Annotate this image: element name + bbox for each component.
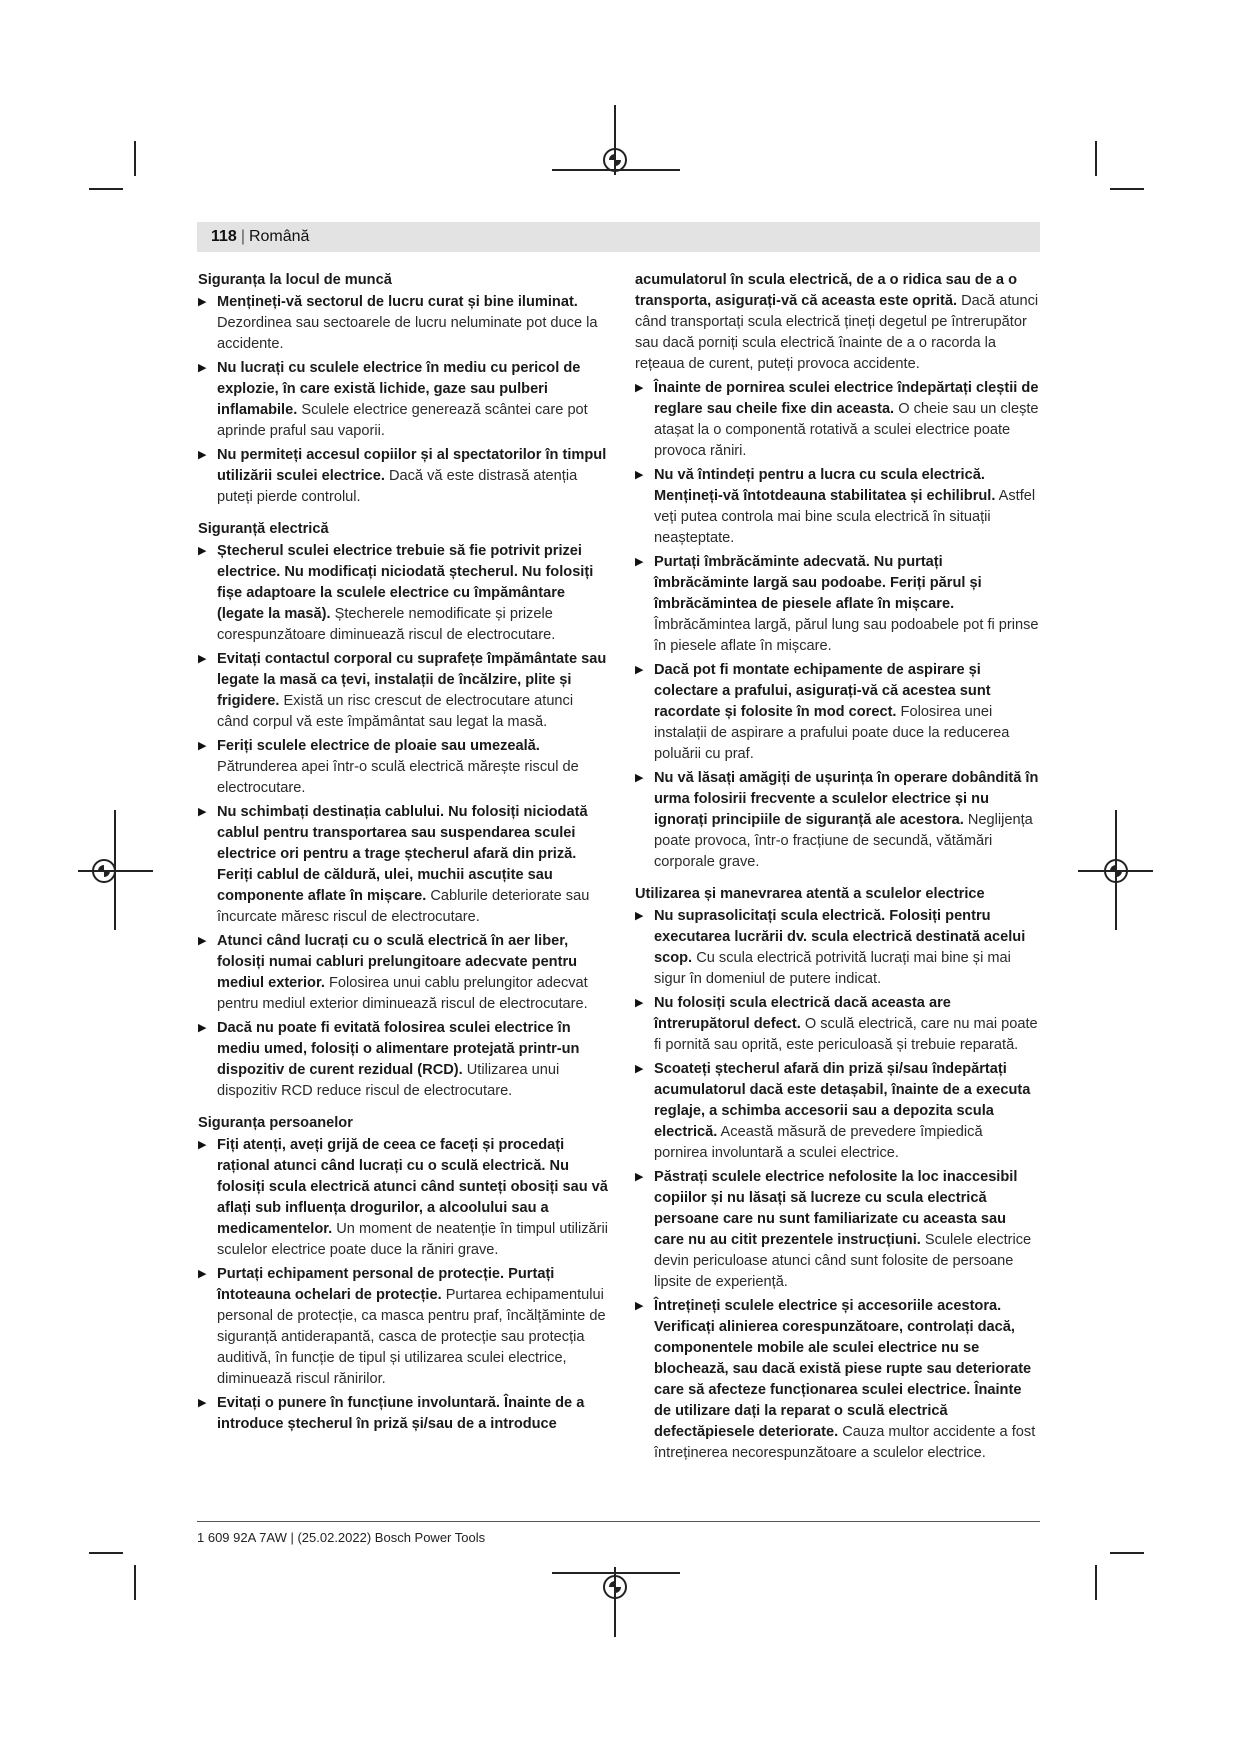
item-bold-text: Mențineți-vă sectorul de lucru curat și bine iluminat. — [217, 294, 578, 310]
crop-mark — [134, 1565, 136, 1600]
item-text: O cheie sau un clește atașat la o componentă rotativă a sculei electrice poate provoca răniri. — [654, 401, 1039, 459]
list-item — [198, 541, 608, 646]
page-header — [197, 222, 1040, 252]
item-text: Folosirea unui cablu prelungitor adecvat pentru mediul exterior diminuează riscul de electrocutare. — [217, 975, 588, 1012]
item-bold-text: Nu permiteți accesul copiilor și al spectatorilor în timpul utilizării sculei electrice. — [217, 447, 607, 484]
crop-mark — [134, 141, 136, 176]
item-bold-text: Fiți atenți, aveți grijă de ceea ce faceți și procedați rațional atunci când lucrați cu o sculă electrică. Nu folosiți scula electrică atunci când sunteți obosiți sau vă aflați sub influența drogurilor, a alcoolului sau a medicamentelor. — [217, 1137, 608, 1237]
item-text: Cauza multor accidente a fost întreținerea necorespunzătoare a sculelor electrice. — [654, 1424, 1036, 1461]
item-bold-text: Nu folosiți scula electrică dacă aceasta are întrerupătorul defect. — [654, 995, 951, 1032]
item-text: Utilizarea unui dispozitiv RCD reduce riscul de electrocutare. — [217, 1062, 560, 1099]
item-text: Folosirea unei instalații de aspirare a prafului poate duce la reducerea poluării cu praf. — [654, 704, 1010, 762]
item-bold-text: Nu vă lăsați amăgiți de ușurința în operare dobândită în urma folosirii frecvente a sculelor electrice și nu ignorați principiile de siguranță ale acestora. — [654, 770, 1039, 828]
registration-mark-icon — [603, 1575, 627, 1599]
list-item — [198, 649, 608, 733]
list-item — [198, 736, 608, 799]
item-text: O sculă electrică, care nu mai poate fi pornită sau oprită, este periculoasă și trebuie reparată. — [654, 1016, 1038, 1053]
list-item — [635, 378, 1040, 462]
item-bold-text: Dacă pot fi montate echipamente de aspirare și colectare a prafului, asigurați-vă că acestea sunt racordate și folosite în mod corect. — [654, 662, 991, 720]
list-item — [198, 1264, 608, 1390]
list-item — [635, 993, 1040, 1056]
list-item — [635, 660, 1040, 765]
item-bold-text: Purtați îmbrăcăminte adecvată. Nu purtați îmbrăcăminte largă sau podoabe. Feriți părul și îmbrăcămintea de piesele aflate în mișcare. — [654, 554, 982, 612]
list-item — [198, 1018, 608, 1102]
item-text: Îmbrăcămintea largă, părul lung sau podoabele pot fi prinse în piesele aflate în mișcare. — [654, 617, 1039, 654]
item-text: Pătrunderea apei într-o sculă electrică mărește riscul de electrocutare. — [217, 759, 579, 796]
list-item-continuation — [635, 270, 1040, 375]
item-text: Dezordinea sau sectoarele de lucru neluminate pot duce la accidente. — [217, 315, 598, 352]
list-item — [198, 1393, 608, 1435]
page-footer: 1 609 92A 7AW | (25.02.2022) Bosch Power Tools — [197, 1530, 486, 1545]
item-text: Există un risc crescut de electrocutare atunci când corpul vă este împământat sau legat la masă. — [217, 693, 574, 730]
item-bold-text: Nu lucrați cu sculele electrice în mediu cu pericol de explozie, în care există lichide, gaze sau pulberi inflamabile. — [217, 360, 581, 418]
item-text: Neglijența poate provoca, într-o fracțiune de secundă, vătămări corporale grave. — [654, 812, 1033, 870]
registration-mark-icon — [92, 859, 116, 883]
right-column — [635, 270, 1040, 1467]
item-text: Dacă vă este distrasă atenția puteți pierde controlul. — [217, 468, 578, 505]
crop-mark — [552, 1572, 680, 1574]
left-column — [198, 270, 608, 1438]
section-title: Utilizarea și manevrarea atentă a sculelor electrice — [635, 886, 985, 902]
list-item — [198, 358, 608, 442]
section-title: Siguranța persoanelor — [198, 1115, 353, 1131]
item-bold-text: Nu suprasolicitați scula electrică. Folosiți pentru executarea lucrării dv. scula electrică destinată acelui scop. — [654, 908, 1026, 966]
registration-mark-icon — [1104, 859, 1128, 883]
list-item — [635, 1296, 1040, 1464]
item-text: Un moment de neatenție în timpul utilizării sculelor electrice poate duce la răniri grave. — [217, 1221, 608, 1258]
crop-mark — [1095, 1565, 1097, 1600]
item-bold-text: Scoateți ștecherul afară din priză și/sau îndepărtați acumulatorul dacă este detașabil, înainte de a executa reglaje, a schimba accesorii sau a depozita scula electrică. — [654, 1061, 1031, 1140]
item-text: Această măsură de prevedere împiedică pornirea involuntară a sculei electrice. — [654, 1124, 983, 1161]
list-item — [198, 931, 608, 1015]
item-bold-text: acumulatorul în scula electrică, de a o ridica sau de a o transporta, asigurați-vă că aceasta este oprită. — [635, 272, 1018, 309]
item-bold-text: Întrețineți sculele electrice și accesoriile acestora. Verificați alinierea corespunzătoare, controlați dacă, componentele mobile ale sculei electrice nu se blochează, sau dacă există piese rupte sau deteriorate care să afecteze funcționarea sculei electrice. Înainte de utilizare dați la reparat o sculă electrică defectăpiesele deteriorate. — [654, 1298, 1032, 1440]
item-text: Cu scula electrică potrivită lucrați mai bine și mai sigur în domeniul de putere indicat. — [654, 950, 1011, 987]
item-bold-text: Păstrați sculele electrice nefolosite la loc inaccesibil copiilor și nu lăsați să lucreze cu scula electrică persoane care nu sunt familiarizate cu aceasta sau care nu au citit prezentele instrucțiuni. — [654, 1169, 1018, 1248]
item-bold-text: Nu vă întindeți pentru a lucra cu scula electrică. Mențineți-vă întotdeauna stabilitatea și echilibrul. — [654, 467, 996, 504]
header-language: Română — [248, 228, 310, 245]
item-bold-text: Evitați o punere în funcțiune involuntară. Înainte de a introduce ștecherul în priză și/sau de a introduce — [217, 1395, 585, 1432]
page-number: 118 — [211, 228, 237, 245]
item-text: Purtarea echipamentului personal de protecție, ca masca pentru praf, încălțăminte de siguranță antiderapantă, casca de protecție sau protecția auditivă, în funcție de tipul și utilizarea sculei electrice, diminuează riscul rănirilor. — [217, 1287, 606, 1387]
item-bold-text: Ștecherul sculei electrice trebuie să fie potrivit prizei electrice. Nu modificați niciodată ștecherul. Nu folosiți fișe adaptoare la sculele electrice cu împământare (legate la masă). — [217, 543, 594, 622]
item-bold-text: Nu schimbați destinația cablului. Nu folosiți niciodată cablul pentru transportarea sau suspendarea sculei electrice ori pentru a trage ștecherul afară din priză. Feriți cablul de căldură, ulei, muchii ascuțite sau componente aflate în mișcare. — [217, 804, 588, 904]
item-bold-text: Feriți sculele electrice de ploaie sau umezeală. — [217, 738, 540, 754]
list-item — [635, 906, 1040, 990]
crop-mark — [1110, 188, 1144, 190]
item-bold-text: Înainte de pornirea sculei electrice îndepărtați cleștii de reglare sau cheile fixe din aceasta. — [654, 380, 1039, 417]
item-text: Cablurile deteriorate sau încurcate măresc riscul de electrocutare. — [217, 888, 590, 925]
list-item — [198, 1135, 608, 1261]
item-bold-text: Atunci când lucrați cu o sculă electrică în aer liber, folosiți numai cabluri prelungitoare adecvate pentru mediul exterior. — [217, 933, 578, 991]
item-text: Astfel veți putea controla mai bine scula electrică în situații neașteptate. — [654, 488, 1036, 546]
list-item — [198, 802, 608, 928]
registration-mark-icon — [603, 148, 627, 172]
item-text: Dacă atunci când transportați scula electrică țineți degetul pe întrerupător sau dacă porniți scula electrică înainte de a o racorda la rețeaua de curent, puteți provoca accidente. — [635, 293, 1039, 372]
crop-mark — [89, 1552, 123, 1554]
section-title: Siguranță electrică — [198, 521, 329, 537]
list-item — [635, 465, 1040, 549]
list-item — [635, 1059, 1040, 1164]
list-item — [635, 552, 1040, 657]
crop-mark — [1110, 1552, 1144, 1554]
list-item — [635, 768, 1040, 873]
header-separator: | — [240, 228, 245, 245]
item-bold-text: Dacă nu poate fi evitată folosirea sculei electrice în mediu umed, folosiți o alimentare protejată printr-un dispozitiv de curent rezidual (RCD). — [217, 1020, 580, 1078]
list-item — [198, 445, 608, 508]
section-title: Siguranța la locul de muncă — [198, 272, 392, 288]
item-bold-text: Evitați contactul corporal cu suprafețe împământate sau legate la masă ca țevi, instalații de încălzire, plite și frigidere. — [217, 651, 607, 709]
item-text: Sculele electrice devin periculoase atunci când sunt folosite de persoane lipsite de experiență. — [654, 1232, 1032, 1290]
crop-mark — [89, 188, 123, 190]
crop-mark — [1095, 141, 1097, 176]
footer-rule — [197, 1521, 1040, 1522]
item-text: Ștecherele nemodificate și prizele corespunzătoare diminuează riscul de electrocutare. — [217, 606, 556, 643]
list-item — [635, 1167, 1040, 1293]
item-bold-text: Purtați echipament personal de protecție. Purtați întoteauna ochelari de protecție. — [217, 1266, 555, 1303]
item-text: Sculele electrice generează scântei care pot aprinde praful sau vaporii. — [217, 402, 588, 439]
list-item — [198, 292, 608, 355]
